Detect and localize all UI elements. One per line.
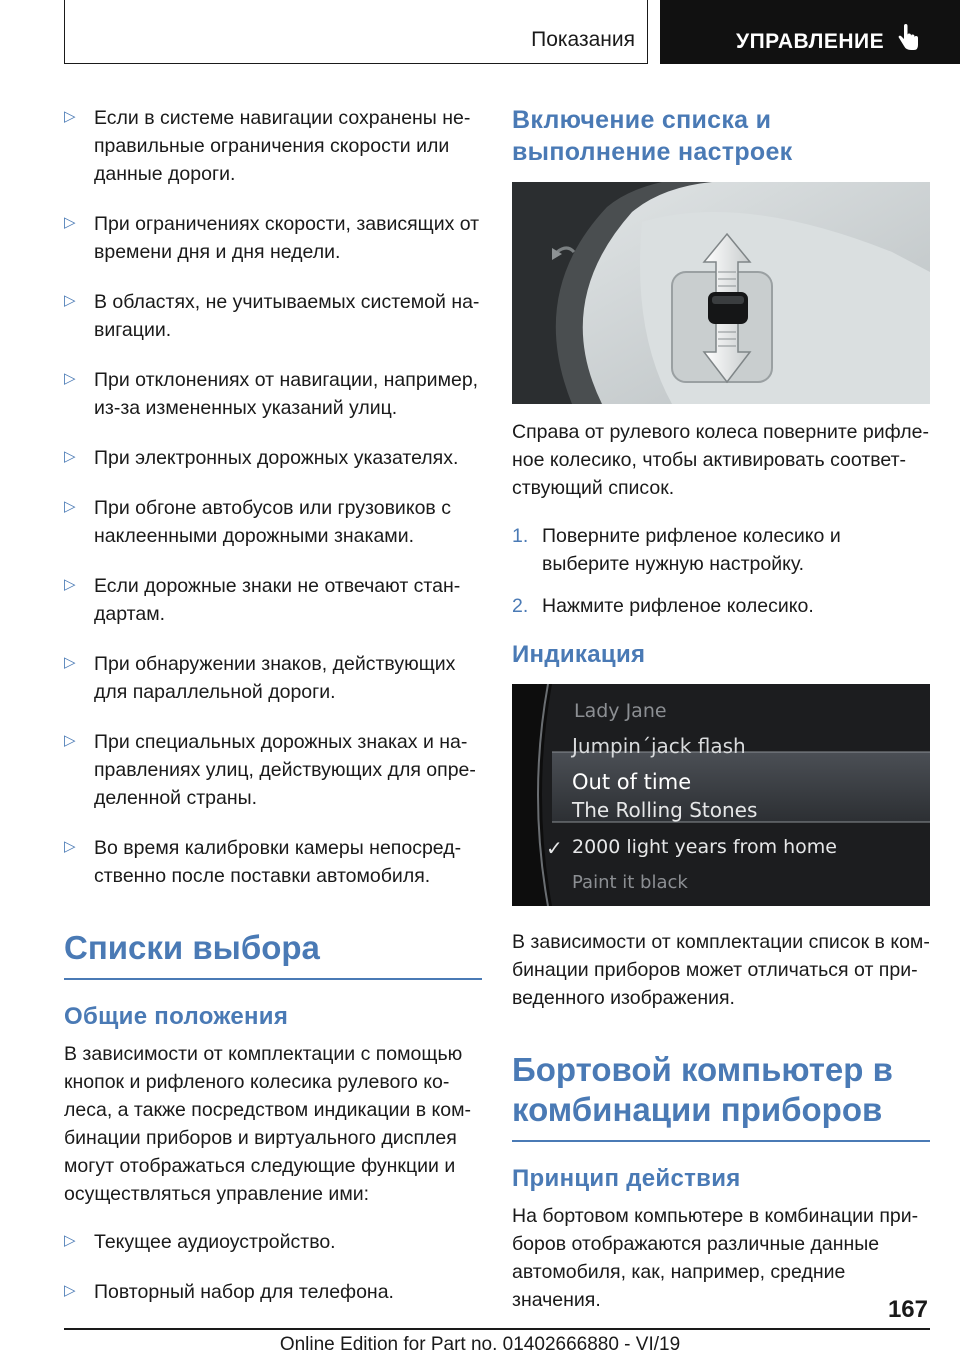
bullet-triangle-icon: ▷ [64, 498, 76, 515]
header-section-box [64, 0, 648, 64]
list-item: ▷ Текущее аудиоустройство. [64, 1228, 482, 1256]
list-item: ▷ Во время калибровки камеры непосред-ственно после поставки автомобиля. [64, 834, 482, 890]
list-item: ▷ При обнаружении знаков, действующих для параллельной дороги. [64, 650, 482, 706]
bullet-triangle-icon: ▷ [64, 1231, 76, 1249]
heading-display: Индикация [512, 641, 646, 668]
hand-pointer-icon [896, 24, 920, 57]
general-paragraph: В зависимости от комплектации с помощью кнопок и рифленого колесика рулевого ко-леса, а также посредством индикации в ком-бинации приборов и виртуального дисплея могут отображаться следующие функции и осуществляться управление ими: [64, 1042, 471, 1205]
footer-divider [64, 1328, 930, 1330]
bullet-triangle-icon: ▷ [64, 576, 76, 593]
section-title-selection-lists: Списки выбора [64, 929, 320, 966]
list-item: Out of time [572, 770, 692, 794]
edition-footer: Online Edition for Part no. 01402666880 - VI/19 [279, 1334, 681, 1355]
section-divider [64, 978, 482, 980]
principle-paragraph: На бортовом компьютере в комбинации при-боров отображаются различные данные автомобиля, как, например, средние значения. [512, 1204, 919, 1311]
list-item: ▷ При электронных дорожных указателях. [64, 444, 482, 472]
list-item: ▷ Если дорожные знаки не отвечают стан-дартам. [64, 572, 482, 628]
bullet-triangle-icon: ▷ [64, 732, 76, 749]
list-item: ▷ При отклонениях от навигации, например, из-за измененных указаний улиц. [64, 366, 482, 422]
list-item: 2000 light years from home [572, 836, 837, 858]
list-item: ▷ При специальных дорожных знаках и на-правлениях улиц, действующих для опре-деленной страны. [64, 728, 482, 812]
instrument-cluster-list-screen [512, 684, 930, 906]
bullet-triangle-icon: ▷ [64, 1281, 76, 1299]
bullet-triangle-icon: ▷ [64, 654, 76, 671]
bullet-triangle-icon: ▷ [64, 838, 76, 855]
heading-enable-list: Включение списка и выполнение настроек [512, 106, 793, 166]
list-item: The Rolling Stones [572, 798, 758, 822]
bullet-triangle-icon: ▷ [64, 448, 76, 465]
list-item: ▷ Если в системе навигации сохранены не-правильные ограничения скорости или данные дороги. [64, 104, 482, 188]
subsection-title-general: Общие положения [64, 1002, 289, 1030]
bullet-triangle-icon: ▷ [64, 108, 76, 125]
list-item: ▷ При ограничениях скорости, зависящих от времени дня и дня недели. [64, 210, 482, 266]
list-item: ▷ Повторный набор для телефона. [64, 1278, 482, 1306]
subsection-title-principle: Принцип действия [512, 1164, 741, 1192]
checkmark-icon: ✓ [546, 836, 563, 860]
list-item: 1. Поверните рифленое колесико и выберите нужную настройку. [512, 525, 841, 575]
left-column [64, 104, 482, 1328]
right-column [512, 104, 930, 1334]
page-number: 167 [887, 1296, 928, 1323]
steering-wheel-photo [512, 182, 930, 404]
list-item: Paint it black [572, 872, 688, 893]
enable-list-paragraph: Справа от рулевого колеса поверните рифле-ное колесико, чтобы активировать соответ-ствующий список. [512, 421, 929, 499]
header-section-label: Показания [531, 28, 635, 51]
list-item: Jumpin´jack flash [572, 734, 746, 758]
bullet-triangle-icon: ▷ [64, 292, 76, 309]
bullet-triangle-icon: ▷ [64, 214, 76, 231]
list-item: 2. Нажмите рифленое колесико. [512, 595, 814, 617]
bullet-triangle-icon: ▷ [64, 370, 76, 387]
list-item: ▷ При обгоне автобусов или грузовиков с наклеенными дорожными знаками. [64, 494, 482, 550]
section-title-onboard-computer: Бортовой компьютер в комбинации приборов [512, 1051, 893, 1128]
section-divider [512, 1140, 930, 1142]
list-item: ▷ В областях, не учитываемых системой на-вигации. [64, 288, 482, 344]
list-item: Lady Jane [574, 700, 667, 722]
header-chapter-box [660, 0, 960, 64]
display-paragraph: В зависимости от комплектации список в ком-бинации приборов может отличаться от при-веденного изображения. [512, 931, 930, 1009]
header-chapter-label: УПРАВЛЕНИЕ [736, 30, 885, 53]
